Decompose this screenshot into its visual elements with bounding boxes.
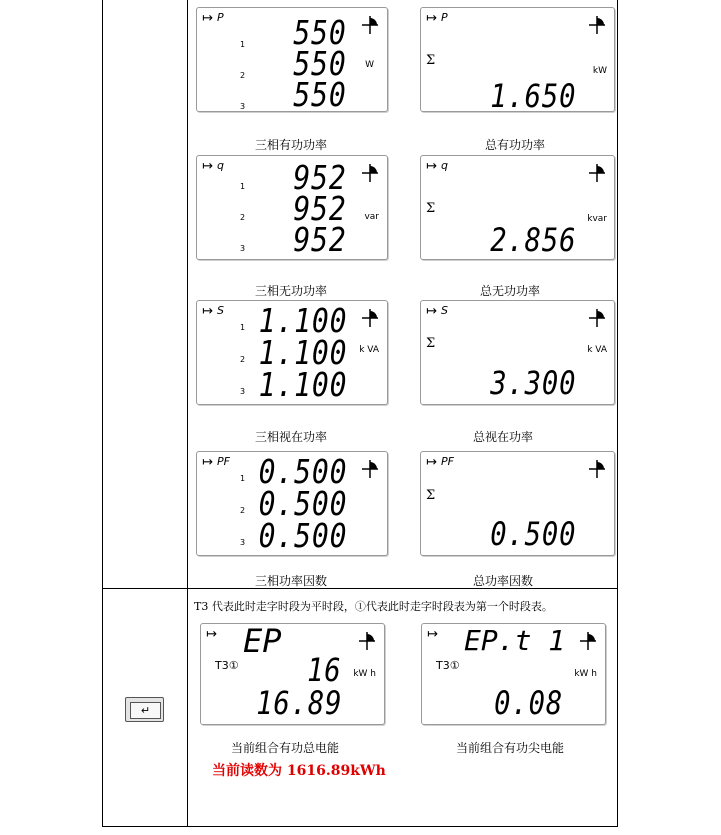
right-arrow-icon: ↦ <box>427 627 438 642</box>
phase-2-value: 0.500 <box>258 484 347 523</box>
lcd-total-apparent-power <box>420 300 615 405</box>
phase-3-label: 3 <box>240 102 246 111</box>
phase-2-value: 952 <box>293 189 347 228</box>
caption-total-reactive-power: 总无功功率 <box>479 284 540 298</box>
quadrant-indicator-icon <box>360 458 380 480</box>
mode-label: q <box>441 159 448 172</box>
caption-three-phase-power-factor: 三相功率因数 <box>254 574 327 588</box>
phase-2-label: 2 <box>240 71 246 80</box>
total-value: 2.856 <box>489 221 576 259</box>
right-arrow-icon: ↦ <box>426 304 437 319</box>
quadrant-indicator-icon <box>578 630 598 652</box>
total-value: 1.650 <box>489 77 576 115</box>
energy-integer-part: 16 <box>307 651 342 689</box>
right-arrow-icon: ↦ <box>426 159 437 174</box>
enter-key-icon[interactable] <box>125 697 164 722</box>
lcd-peak-active-energy <box>421 623 606 725</box>
phase-1-label: 1 <box>240 474 246 483</box>
mode-label: S <box>441 304 448 317</box>
caption-total-active-power: 总有功功率 <box>484 138 545 152</box>
lcd-total-reactive-power <box>420 155 615 260</box>
tariff-indicator: T3① <box>436 659 460 672</box>
right-arrow-icon: ↦ <box>202 455 213 470</box>
quadrant-indicator-icon <box>357 630 377 652</box>
mode-label: PF <box>441 455 454 468</box>
phase-1-value: 0.500 <box>258 452 347 491</box>
quadrant-indicator-icon <box>360 307 380 329</box>
mode-label: S <box>217 304 224 317</box>
column-divider <box>187 0 188 827</box>
sigma-symbol: Σ <box>426 488 436 503</box>
lcd-total-active-power <box>420 7 615 115</box>
quadrant-indicator-icon <box>587 162 607 184</box>
quadrant-indicator-icon <box>587 458 607 480</box>
sigma-symbol: Σ <box>426 201 436 216</box>
phase-1-label: 1 <box>240 182 246 191</box>
mode-label: P <box>217 11 224 24</box>
unit-label: k VA <box>587 345 607 355</box>
quadrant-indicator-icon <box>360 162 380 184</box>
mode-label: PF <box>217 455 230 468</box>
caption-peak-active-energy: 当前组合有功尖电能 <box>455 741 564 755</box>
phase-2-value: 1.100 <box>258 333 347 372</box>
current-reading: 当前读数为 1616.89kWh <box>212 763 386 779</box>
caption-three-phase-active-power: 三相有功功率 <box>254 138 327 152</box>
right-arrow-icon: ↦ <box>426 455 437 470</box>
right-arrow-icon: ↦ <box>202 159 213 174</box>
phase-1-value: 952 <box>293 158 347 197</box>
energy-value: 16.89 <box>255 684 342 722</box>
quadrant-indicator-icon <box>587 14 607 36</box>
phase-3-label: 3 <box>240 538 246 547</box>
total-value: 0.500 <box>489 515 576 553</box>
tariff-indicator: T3① <box>215 659 239 672</box>
phase-3-label: 3 <box>240 387 246 396</box>
mode-label: P <box>441 11 448 24</box>
lcd-total-active-energy <box>200 623 385 725</box>
phase-1-value: 1.100 <box>258 301 347 340</box>
caption-three-phase-apparent-power: 三相视在功率 <box>254 430 327 444</box>
total-value: 3.300 <box>489 364 576 402</box>
phase-3-label: 3 <box>240 244 246 253</box>
right-arrow-icon: ↦ <box>206 627 217 642</box>
phase-3-value: 0.500 <box>258 516 347 555</box>
phase-1-label: 1 <box>240 40 246 49</box>
unit-label: kW h <box>574 669 597 679</box>
phase-2-value: 550 <box>293 44 347 83</box>
unit-label: k VA <box>359 345 379 355</box>
unit-label: var <box>364 212 379 222</box>
energy-value: 0.08 <box>494 684 563 722</box>
energy-label: EP <box>243 622 282 660</box>
unit-label: W <box>365 60 374 70</box>
mode-label: q <box>217 159 224 172</box>
caption-total-power-factor: 总功率因数 <box>472 574 533 588</box>
phase-3-value: 550 <box>293 75 347 114</box>
lcd-three-phase-active-power <box>196 7 388 112</box>
phase-2-label: 2 <box>240 506 246 515</box>
unit-label: kW <box>592 66 607 76</box>
quadrant-indicator-icon <box>587 307 607 329</box>
enter-arrow-icon: ↵ <box>130 702 161 719</box>
unit-label: kvar <box>587 214 607 224</box>
sigma-symbol: Σ <box>426 336 436 351</box>
unit-label: kW h <box>353 669 376 679</box>
caption-three-phase-reactive-power: 三相无功功率 <box>254 284 327 298</box>
phase-1-value: 550 <box>293 13 347 52</box>
right-arrow-icon: ↦ <box>202 304 213 319</box>
right-arrow-icon: ↦ <box>426 11 437 26</box>
caption-total-apparent-power: 总视在功率 <box>472 430 533 444</box>
phase-3-value: 1.100 <box>258 365 347 404</box>
tariff-note: T3 代表此时走字时段为平时段，①代表此时走字时段表为第一个时段表。 <box>194 600 553 613</box>
lcd-three-phase-reactive-power <box>196 155 388 260</box>
phase-1-label: 1 <box>240 323 246 332</box>
lcd-three-phase-power-factor <box>196 451 388 556</box>
caption-total-active-energy: 当前组合有功总电能 <box>230 741 339 755</box>
energy-label: EP.t 1 <box>464 624 566 657</box>
phase-2-label: 2 <box>240 213 246 222</box>
lcd-total-power-factor <box>420 451 615 556</box>
right-arrow-icon: ↦ <box>202 11 213 26</box>
phase-3-value: 952 <box>293 220 347 259</box>
lcd-three-phase-apparent-power <box>196 300 388 405</box>
phase-2-label: 2 <box>240 355 246 364</box>
sigma-symbol: Σ <box>426 53 436 68</box>
quadrant-indicator-icon <box>360 14 380 36</box>
